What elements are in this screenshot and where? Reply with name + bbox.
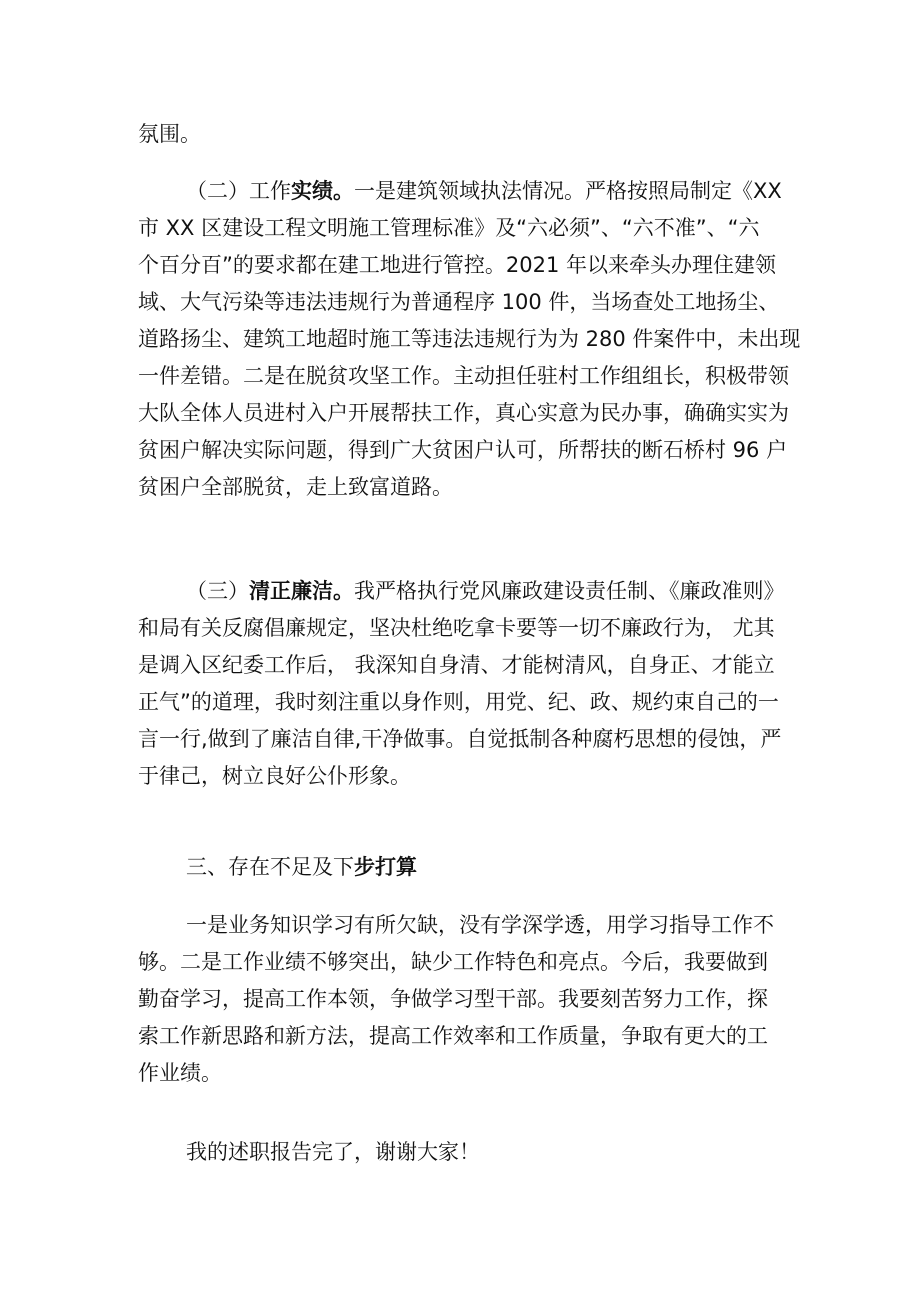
section-heading: 实绩。: [291, 179, 354, 203]
paragraph-line: 道路扬尘、建筑工地超时施工等违法违规行为为 280 件案件中，未出现: [138, 327, 801, 351]
paragraph-line: 和局有关反腐倡廉规定，坚决杜绝吃拿卡要等一切不廉政行为， 尤其: [138, 616, 775, 640]
continuation-line: 氛围。: [138, 122, 201, 146]
paragraph-line: 于律己，树立良好公仆形象。: [138, 764, 411, 788]
paragraph-line: 是调入区纪委工作后， 我深知自身清、才能树清风，自身正、才能立: [138, 653, 775, 677]
section-marker: （三）: [186, 579, 249, 603]
heading-bold: 步打算: [354, 855, 417, 879]
section-achievements-line-1: [186, 176, 782, 206]
section-text: 一是建筑领域执法情况。严格按照局制定《XX: [354, 179, 782, 203]
paragraph-line: 贫困户全部脱贫，走上致富道路。: [138, 475, 453, 499]
paragraph-line: 域、大气污染等违法违规行为普通程序 100 件，当场查处工地扬尘、: [138, 290, 780, 314]
paragraph-line: 作业绩。: [138, 1061, 222, 1085]
section-marker: （二）工作: [186, 179, 291, 203]
paragraph-line: 索工作新思路和新方法，提高工作效率和工作质量，争取有更大的工: [138, 1024, 768, 1048]
section-heading-shortcomings: [186, 852, 417, 882]
paragraph-line: 言一行,做到了廉洁自律,干净做事。自觉抵制各种腐朽思想的侵蚀，严: [138, 727, 782, 751]
paragraph-line: 个百分百”的要求都在建工地进行管控。2021 年以来牵头办理住建领: [138, 253, 776, 277]
paragraph-line: 正气”的道理，我时刻注重以身作则，用党、纪、政、规约束自己的一: [138, 690, 779, 714]
paragraph-line: 一件差错。二是在脱贫攻坚工作。主动担任驻村工作组组长，积极带领: [138, 364, 789, 388]
paragraph-line: 勤奋学习，提高工作本领，争做学习型干部。我要刻苦努力工作，探: [138, 987, 768, 1011]
paragraph-line: 一是业务知识学习有所欠缺，没有学深学透，用学习指导工作不: [186, 913, 774, 937]
paragraph-line: 够。二是工作业绩不够突出，缺少工作特色和亮点。今后，我要做到: [138, 950, 768, 974]
section-integrity-line-1: [186, 576, 785, 606]
closing-remark: 我的述职报告完了，谢谢大家！: [186, 1140, 480, 1164]
paragraph-line: 市 XX 区建设工程文明施工管理标准》及“六必须”、“六不准”、“六: [138, 216, 760, 240]
paragraph-line: 贫困户解决实际问题，得到广大贫困户认可，所帮扶的断石桥村 96 户: [138, 438, 788, 462]
section-text: 我严格执行党风廉政建设责任制、《廉政准则》: [354, 579, 785, 603]
heading-plain: 三、存在不足及下: [186, 855, 354, 879]
paragraph-line: 大队全体人员进村入户开展帮扶工作，真心实意为民办事，确确实实为: [138, 401, 789, 425]
section-heading: 清正廉洁。: [249, 579, 354, 603]
